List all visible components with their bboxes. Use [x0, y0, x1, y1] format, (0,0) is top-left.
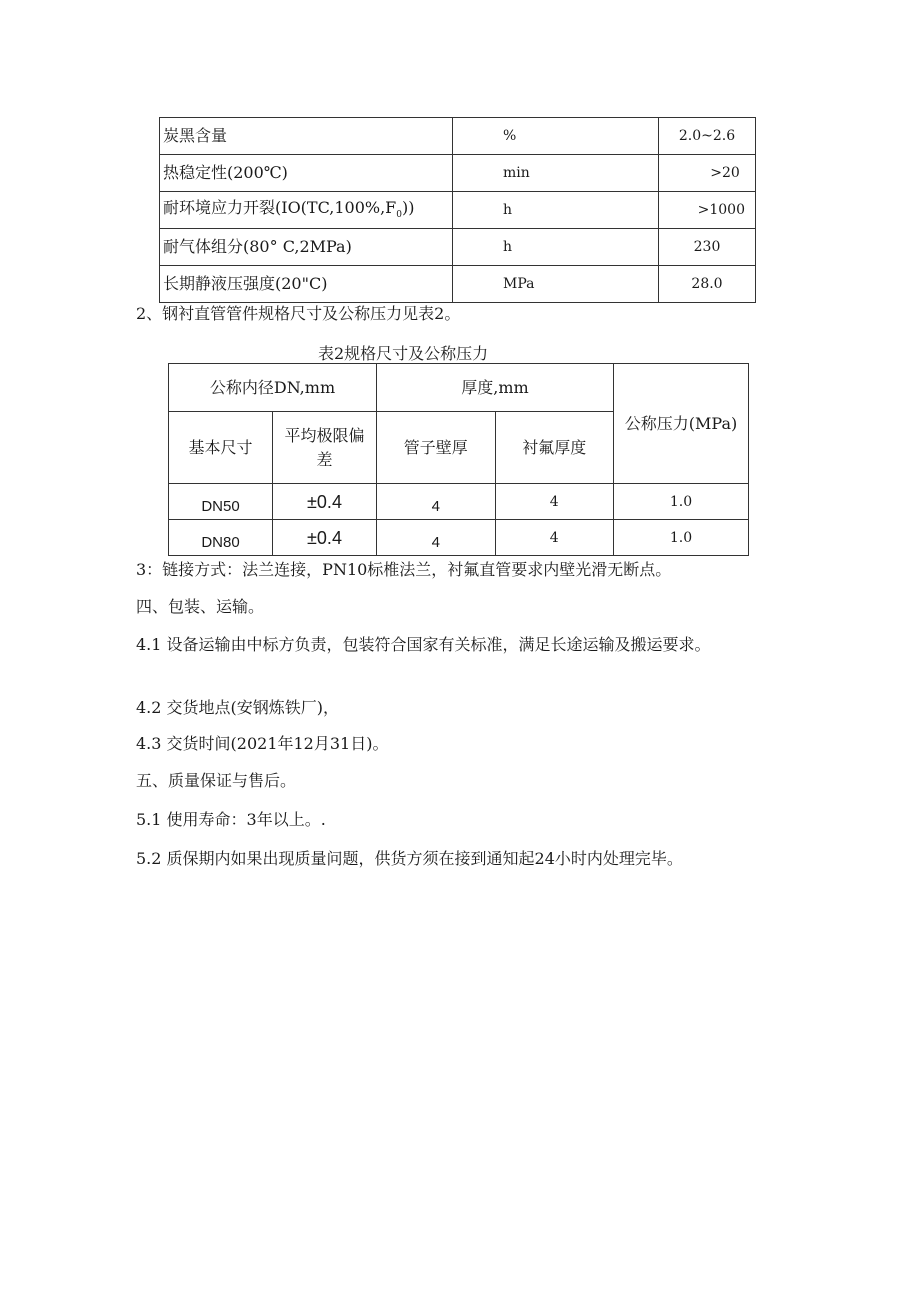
property-text: 耐环境应力开裂(IO(TC,100%,F	[163, 197, 397, 217]
deviation-cell: ±0.4	[273, 484, 377, 520]
value-cell: 28.0	[659, 266, 756, 303]
unit-cell: %	[453, 118, 659, 155]
value-cell: >20	[659, 155, 756, 192]
pressure-cell: 1.0	[614, 484, 749, 520]
value-cell: 2.0~2.6	[659, 118, 756, 155]
unit-cell: min	[453, 155, 659, 192]
header-thickness: 厚度,mm	[377, 364, 614, 412]
unit-cell: h	[453, 229, 659, 266]
property-cell: 炭黑含量	[160, 118, 453, 155]
pressure-cell: 1.0	[614, 520, 749, 556]
size-cell: DN80	[169, 520, 273, 556]
table-row	[169, 484, 749, 520]
table-row	[160, 266, 756, 303]
wall-cell: 4	[377, 484, 496, 520]
specification-table	[168, 363, 749, 556]
value-cell: >1000	[659, 192, 756, 229]
section-heading-packaging: 四、包装、运输。	[136, 597, 265, 616]
paragraph-steel-lining: 2、钢衬直管管件规格尺寸及公称压力见表2。	[136, 304, 461, 323]
paragraph-5-1: 5.1 使用寿命：3年以上。.	[136, 810, 326, 829]
section-heading-quality: 五、质量保证与售后。	[136, 771, 297, 790]
header-pipe-wall: 管子壁厚	[377, 412, 496, 484]
header-avg-deviation: 平均极限偏差	[273, 412, 377, 484]
size-cell: DN50	[169, 484, 273, 520]
paragraph-5-2: 5.2 质保期内如果出现质量问题，供货方须在接到通知起24小时内处理完毕。	[136, 849, 683, 868]
header-nominal-pressure: 公称压力(MPa)	[614, 364, 749, 484]
header-lining: 衬氟厚度	[495, 412, 614, 484]
paragraph-4-3: 4.3 交货时间(2021年12月31日)。	[136, 734, 389, 753]
header-nominal-diameter: 公称内径DN,mm	[169, 364, 377, 412]
table2-caption: 表2规格尺寸及公称压力	[318, 344, 489, 363]
property-tail: ))	[402, 197, 415, 217]
table-row	[160, 118, 756, 155]
table-row	[169, 520, 749, 556]
table-row	[160, 229, 756, 266]
property-subscript: 0	[396, 210, 403, 221]
property-cell: 长期静液压强度(20"C)	[160, 266, 453, 303]
lining-cell: 4	[495, 484, 614, 520]
property-cell: 耐气体组分(80° C,2MPa)	[160, 229, 453, 266]
unit-cell: MPa	[453, 266, 659, 303]
unit-cell: h	[453, 192, 659, 229]
properties-table	[159, 117, 756, 303]
paragraph-connection: 3：链接方式：法兰连接，PN10标椎法兰，衬氟直管要求内壁光滑无断点。	[136, 560, 672, 579]
lining-cell: 4	[495, 520, 614, 556]
value-cell: 230	[659, 229, 756, 266]
header-basic-size: 基本尺寸	[169, 412, 273, 484]
table-row	[160, 155, 756, 192]
paragraph-4-2: 4.2 交货地点(安钢炼铁厂)，	[136, 698, 340, 717]
property-cell	[160, 192, 453, 229]
paragraph-4-1: 4.1 设备运输由中标方负责，包装符合国家有关标准，满足长途运输及搬运要求。	[136, 635, 711, 654]
header-row	[169, 364, 749, 412]
wall-cell: 4	[377, 520, 496, 556]
property-cell: 热稳定性(200℃)	[160, 155, 453, 192]
table-row	[160, 192, 756, 229]
deviation-cell: ±0.4	[273, 520, 377, 556]
